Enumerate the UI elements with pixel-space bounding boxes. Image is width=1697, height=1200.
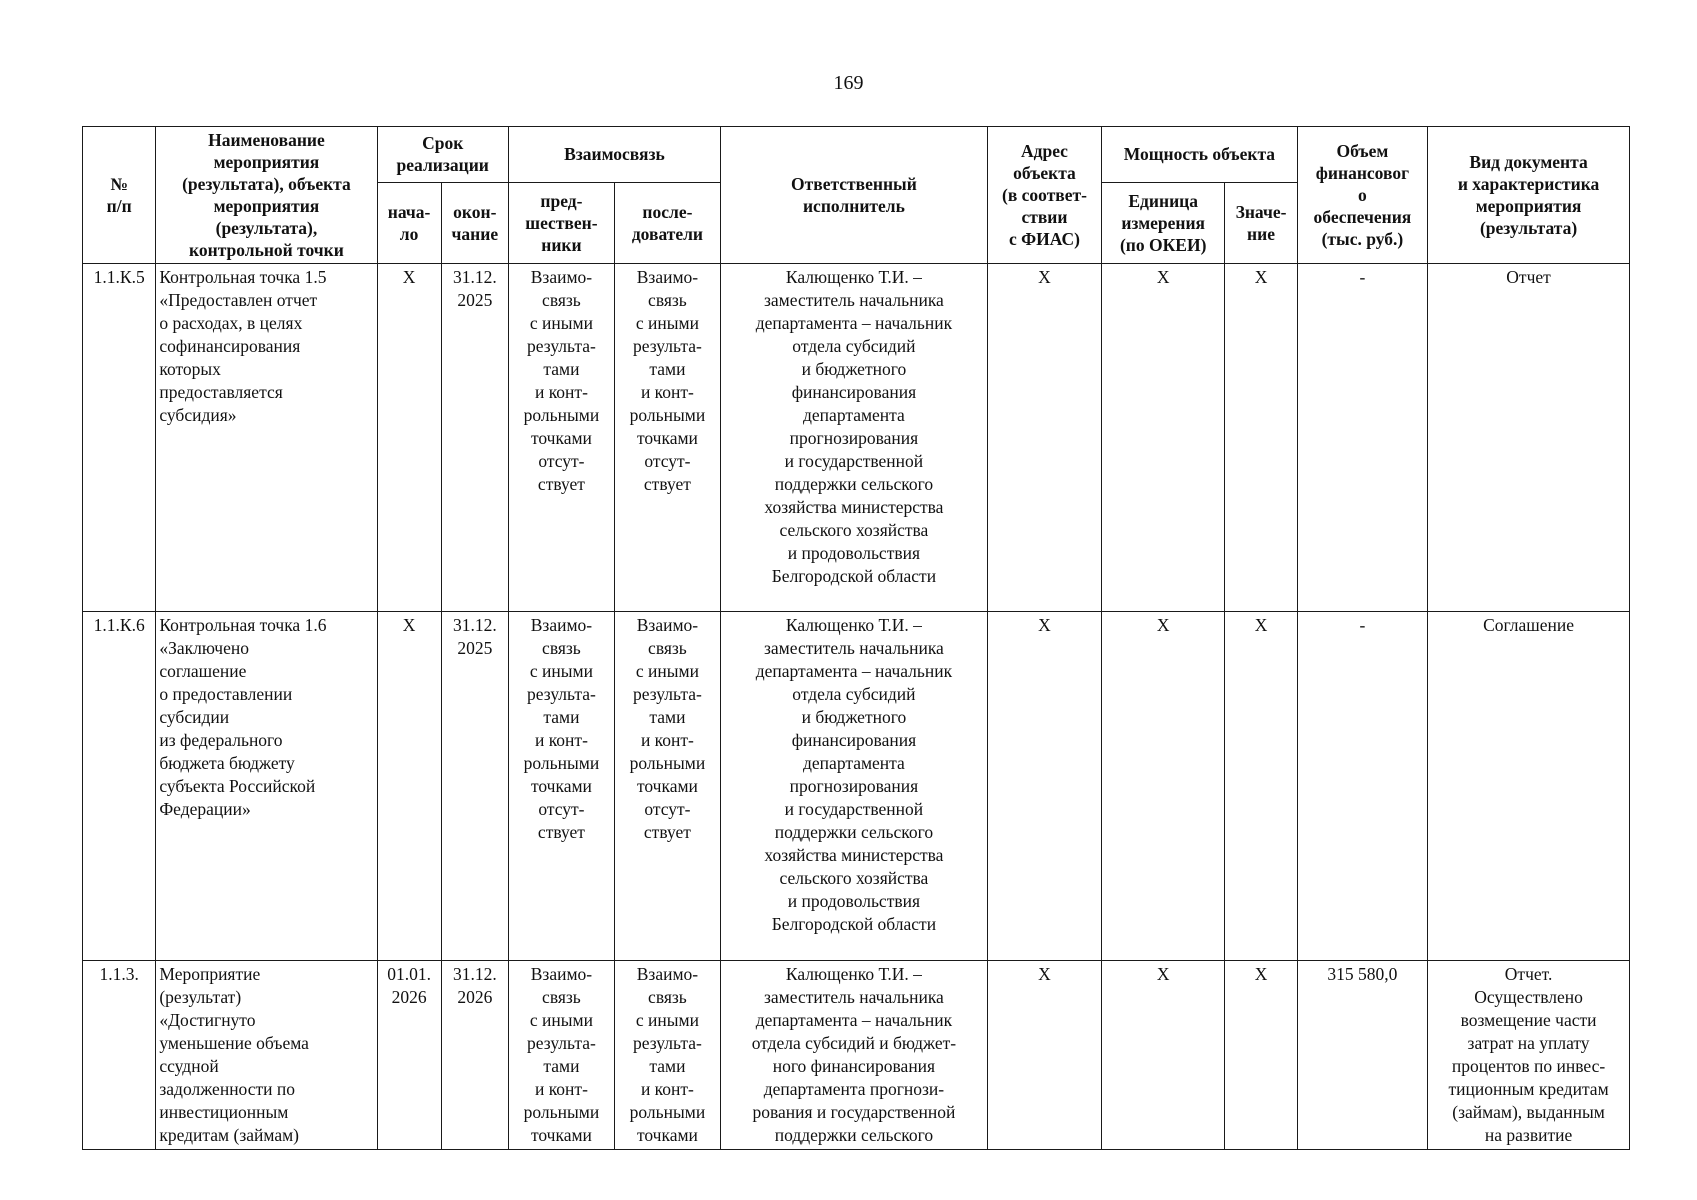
cell-end: 31.12. 2025 [441,264,508,612]
cell-predecessors: Взаимо- связь с иными результа- тами и конт- рольными точками отсут- ствует [508,612,614,961]
col-header-capacity-value: Значе- ние [1225,182,1297,263]
col-header-term: Срок реализации [377,127,508,183]
cell-executor: Калющенко Т.И. – заместитель начальника департамента – начальник отдела субсидий и бюджетного финансирования департамента прогнозирования и государственной поддержки сельского хозяйства министерства сельского хозяйства и продовольствия Белгородской области [720,612,987,961]
cell-successors: Взаимо- связь с иными результа- тами и конт- рольными точками отсут- ствует [614,264,720,612]
cell-address: X [987,264,1101,612]
cell-start: X [377,264,441,612]
cell-end: 31.12. 2025 [441,612,508,961]
cell-unit: X [1102,961,1225,1150]
table-row [83,264,1630,612]
col-header-name: Наименование мероприятия (результата), объекта мероприятия (результата), контрольной точки [156,127,377,264]
cell-start: X [377,612,441,961]
cell-doc-type: Отчет. Осуществлено возмещение части затрат на уплату процентов по инвес- тиционным кредитам (займам), выданным на развитие [1428,961,1630,1150]
table-row [83,961,1630,1150]
cell-finance: - [1297,264,1427,612]
cell-name: Контрольная точка 1.6 «Заключено соглашение о предоставлении субсидии из федерального бюджета бюджету субъекта Российской Федерации» [156,612,377,961]
cell-unit: X [1102,264,1225,612]
table-row [83,612,1630,961]
cell-value: X [1225,264,1297,612]
col-header-doc-type: Вид документа и характеристика мероприятия (результата) [1428,127,1630,264]
cell-num: 1.1.3. [83,961,156,1150]
cell-num: 1.1.К.5 [83,264,156,612]
col-header-num: № п/п [83,127,156,264]
cell-predecessors: Взаимо- связь с иными результа- тами и конт- рольными точками [508,961,614,1150]
col-header-term-start: нача- ло [377,182,441,263]
cell-finance: - [1297,612,1427,961]
col-header-successors: после- дователи [614,182,720,263]
page-number: 169 [833,72,864,94]
cell-unit: X [1102,612,1225,961]
cell-finance: 315 580,0 [1297,961,1427,1150]
col-header-term-end: окон- чание [441,182,508,263]
table-header [83,127,1630,264]
col-header-capacity: Мощность объекта [1102,127,1298,183]
cell-address: X [987,612,1101,961]
cell-executor: Калющенко Т.И. – заместитель начальника департамента – начальник отдела субсидий и бюджетного финансирования департамента прогнозирования и государственной поддержки сельского хозяйства министерства сельского хозяйства и продовольствия Белгородской области [720,264,987,612]
activity-plan-table [82,126,1630,1150]
cell-doc-type: Соглашение [1428,612,1630,961]
cell-value: X [1225,961,1297,1150]
cell-doc-type: Отчет [1428,264,1630,612]
cell-num: 1.1.К.6 [83,612,156,961]
col-header-capacity-unit: Единица измерения (по ОКЕИ) [1102,182,1225,263]
header-row-1 [83,127,1630,183]
cell-successors: Взаимо- связь с иными результа- тами и конт- рольными точками отсут- ствует [614,612,720,961]
cell-name: Мероприятие (результат) «Достигнуто уменьшение объема ссудной задолженности по инвестиционным кредитам (займам) [156,961,377,1150]
cell-successors: Взаимо- связь с иными результа- тами и конт- рольными точками [614,961,720,1150]
col-header-predecessors: пред- шествен- ники [508,182,614,263]
table-body [83,264,1630,1150]
cell-address: X [987,961,1101,1150]
col-header-finance: Объем финансовог о обеспечения (тыс. руб.) [1297,127,1427,264]
cell-end: 31.12. 2026 [441,961,508,1150]
cell-predecessors: Взаимо- связь с иными результа- тами и конт- рольными точками отсут- ствует [508,264,614,612]
col-header-address: Адрес объекта (в соответ- ствии с ФИАС) [987,127,1101,264]
cell-executor: Калющенко Т.И. – заместитель начальника департамента – начальник отдела субсидий и бюджет- ного финансирования департамента прогнози- рования и государственной поддержки сельского [720,961,987,1150]
cell-value: X [1225,612,1297,961]
cell-name: Контрольная точка 1.5 «Предоставлен отчет о расходах, в целях софинансирования которых предоставляется субсидия» [156,264,377,612]
cell-start: 01.01. 2026 [377,961,441,1150]
col-header-relation: Взаимосвязь [508,127,720,183]
col-header-executor: Ответственный исполнитель [720,127,987,264]
